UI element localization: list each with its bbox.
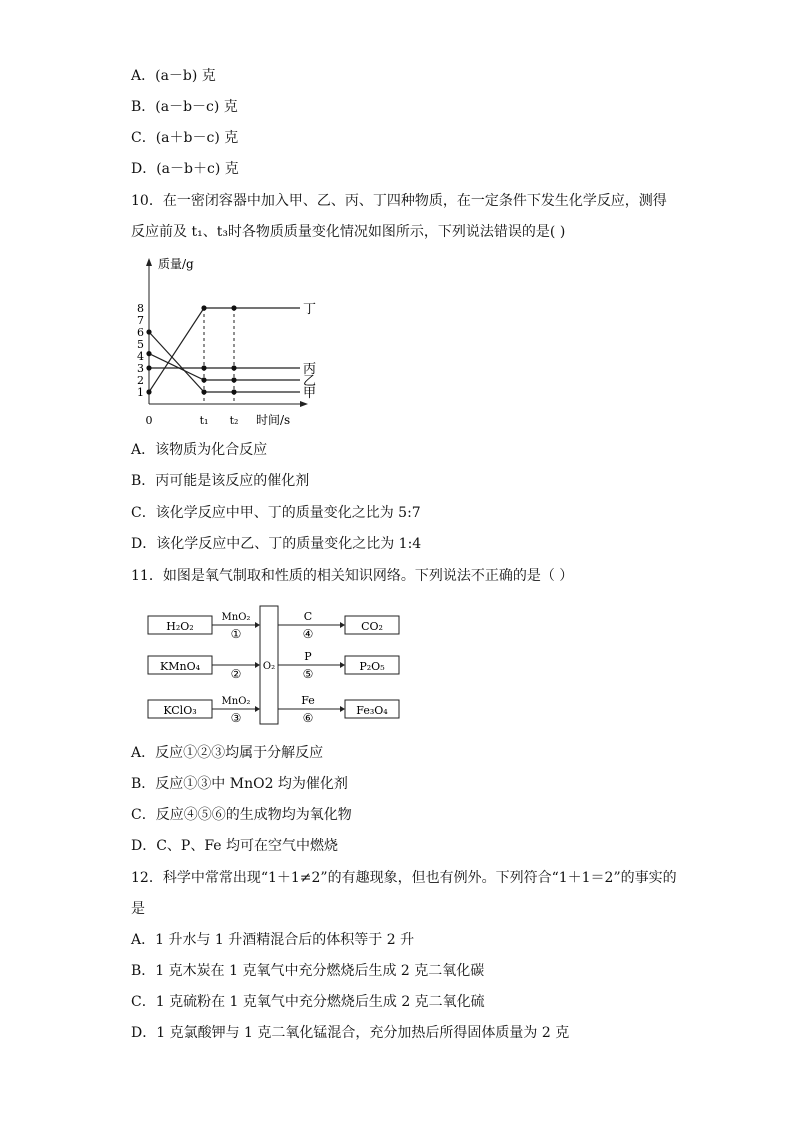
- data-point: [201, 377, 206, 382]
- data-point: [146, 351, 151, 356]
- q10-stem-line2: 反应前及 t₁、t₃时各物质质量变化情况如图所示，下列说法错误的是( ): [131, 224, 566, 240]
- y-tick-label: 8: [137, 302, 144, 315]
- q9-option-c: C．(a＋b－c) 克: [131, 130, 239, 146]
- x-tick-label: 0: [145, 414, 153, 427]
- q10-option-c: C．该化学反应中甲、丁的质量变化之比为 5:7: [131, 505, 421, 521]
- data-point: [231, 377, 236, 382]
- reagent-top: P: [304, 650, 312, 663]
- data-point: [146, 389, 151, 394]
- q10-stem-line1: 10．在一密闭容器中加入甲、乙、丙、丁四种物质，在一定条件下发生化学反应，测得: [131, 193, 667, 209]
- q12-stem-line2: 是: [131, 901, 145, 917]
- data-point: [231, 365, 236, 370]
- y-axis-arrow: [146, 258, 152, 266]
- q10-option-a: A．该物质为化合反应: [131, 442, 268, 458]
- q12-stem-line1: 12．科学中常常出现“1＋1≠2”的有趣现象，但也有例外。下列符合“1＋1＝2”的事实的: [131, 870, 677, 886]
- data-point: [201, 365, 206, 370]
- reactant-label: KMnO₄: [160, 660, 200, 673]
- q11-option-d: D．C、P、Fe 均可在空气中燃烧: [131, 838, 339, 854]
- x-axis-arrow: [300, 401, 308, 407]
- q11-option-a: A．反应①②③均属于分解反应: [131, 745, 324, 761]
- series-line-0: [149, 308, 300, 392]
- y-axis-label: 质量/g: [158, 257, 194, 271]
- reaction-number: ④: [302, 627, 314, 641]
- reaction-number: ①: [230, 627, 242, 641]
- reaction-number: ③: [230, 711, 242, 725]
- q12-option-a: A．1 升水与 1 升酒精混合后的体积等于 2 升: [131, 932, 415, 948]
- reaction-number: ⑥: [302, 711, 314, 725]
- q12-option-d: D．1 克氯酸钾与 1 克二氧化锰混合，充分加热后所得固体质量为 2 克: [131, 1025, 570, 1041]
- series-label: 丙: [303, 362, 317, 377]
- q12-option-c: C．1 克硫粉在 1 克氧气中充分燃烧后生成 2 克二氧化硫: [131, 994, 485, 1010]
- reagent-top: Fe: [301, 694, 315, 707]
- q9-option-b: B．(a－b－c) 克: [131, 99, 238, 115]
- q11-option-b: B．反应①③中 MnO2 均为催化剂: [131, 776, 348, 792]
- reactant-label: KClO₃: [163, 704, 197, 717]
- series-label: 甲: [303, 386, 317, 401]
- series-label: 丁: [303, 302, 317, 317]
- q11-stem: 11．如图是氧气制取和性质的相关知识网络。下列说法不正确的是（ ）: [131, 568, 574, 584]
- data-point: [231, 305, 236, 310]
- y-tick-label: 2: [137, 374, 144, 387]
- data-point: [231, 389, 236, 394]
- data-point: [201, 305, 206, 310]
- mass-time-chart: [128, 252, 318, 432]
- product-label: Fe₃O₄: [356, 704, 388, 717]
- y-tick-label: 5: [137, 338, 144, 351]
- reactant-label: H₂O₂: [166, 620, 194, 633]
- x-tick-label: t₁: [199, 414, 209, 427]
- y-tick-label: 1: [137, 386, 144, 399]
- q10-option-d: D．该化学反应中乙、丁的质量变化之比为 1:4: [131, 536, 422, 552]
- y-tick-label: 3: [137, 362, 144, 375]
- q9-option-a: A．(a－b) 克: [131, 68, 216, 84]
- reaction-number: ②: [230, 667, 242, 681]
- product-label: P₂O₅: [359, 660, 385, 673]
- oxygen-label: O₂: [262, 661, 276, 672]
- product-label: CO₂: [361, 620, 383, 633]
- oxygen-network-diagram: [140, 600, 410, 730]
- data-point: [146, 329, 151, 334]
- y-tick-label: 6: [137, 326, 144, 339]
- q11-option-c: C．反应④⑤⑥的生成物均为氧化物: [131, 807, 352, 823]
- reaction-number: ⑤: [302, 667, 314, 681]
- q12-option-b: B．1 克木炭在 1 克氧气中充分燃烧后生成 2 克二氧化碳: [131, 963, 485, 979]
- x-axis-label: 时间/s: [256, 413, 291, 427]
- data-point: [201, 389, 206, 394]
- y-tick-label: 7: [137, 314, 144, 327]
- q9-option-d: D．(a－b＋c) 克: [131, 161, 239, 177]
- series-label: 乙: [303, 374, 317, 389]
- data-point: [146, 365, 151, 370]
- y-tick-label: 4: [137, 350, 144, 363]
- condition-top: MnO₂: [221, 696, 251, 707]
- reagent-top: C: [303, 610, 313, 623]
- condition-top: MnO₂: [221, 612, 251, 623]
- q10-option-b: B．丙可能是该反应的催化剂: [131, 473, 310, 489]
- series-line-3: [149, 332, 300, 392]
- x-tick-label: t₂: [229, 414, 239, 427]
